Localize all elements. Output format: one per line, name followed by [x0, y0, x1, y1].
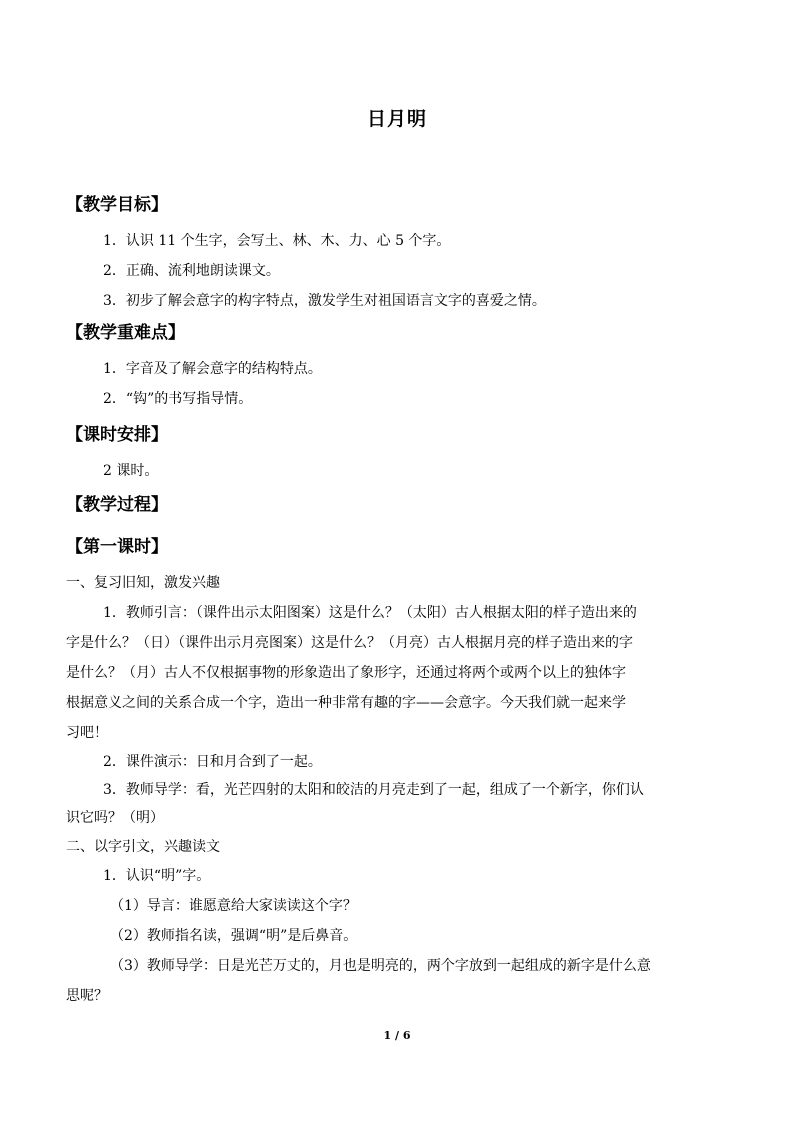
paragraph-line: 1．认识“明”字。	[103, 868, 211, 884]
process-heading: 【教学过程】	[66, 495, 168, 515]
page-title: 日月明	[366, 108, 427, 130]
paragraph-line: 习吧！	[66, 725, 108, 741]
page-number: 1 / 6	[383, 1029, 411, 1042]
paragraph-line: （3）教师导学：日是光芒万丈的，月也是明亮的，两个字放到一起组成的新字是什么意	[110, 958, 651, 974]
paragraph-line: （2）教师指名读，强调“明”是后鼻音。	[110, 928, 358, 944]
goal-item: 2．正确、流利地朗读课文。	[103, 263, 280, 279]
part1-heading: 一、复习旧知，激发兴趣	[66, 575, 220, 591]
key-point-item: 2．“钩”的书写指导情。	[103, 391, 253, 407]
part2-heading: 二、以字引文，兴趣读文	[66, 839, 220, 855]
paragraph-line: 识它吗？（明）	[66, 810, 164, 826]
paragraph-line: 根据意义之间的关系合成一个字，造出一种非常有趣的字——会意字。今天我们就一起来学	[66, 695, 626, 711]
paragraph-line: 2．课件演示：日和月合到了一起。	[103, 754, 322, 770]
key-point-item: 1．字音及了解会意字的结构特点。	[103, 361, 322, 377]
goals-heading: 【教学目标】	[66, 195, 168, 215]
schedule-heading: 【课时安排】	[66, 425, 168, 445]
goal-item: 3．初步了解会意字的构字特点，激发学生对祖国语言文字的喜爱之情。	[103, 293, 546, 309]
key-points-heading: 【教学重难点】	[66, 323, 185, 343]
paragraph-line: 是什么？（月）古人不仅根据事物的形象造出了象形字，还通过将两个或两个以上的独体字	[66, 665, 626, 681]
paragraph-line: （1）导言：谁愿意给大家读读这个字？	[110, 898, 357, 914]
paragraph-line: 字是什么？（日）（课件出示月亮图案）这是什么？（月亮）古人根据月亮的样子造出来的字	[66, 635, 633, 651]
paragraph-line: 3．教师导学：看，光芒四射的太阳和皎洁的月亮走到了一起，组成了一个新字，你们认	[103, 782, 644, 798]
goal-item: 1．认识 11 个生字，会写土、林、木、力、心 5 个字。	[103, 233, 451, 249]
lesson-heading: 【第一课时】	[66, 537, 168, 557]
schedule-text: 2 课时。	[103, 463, 159, 479]
paragraph-line: 1．教师引言：（课件出示太阳图案）这是什么？（太阳）古人根据太阳的样子造出来的	[103, 605, 637, 621]
paragraph-line: 思呢？	[66, 988, 108, 1004]
